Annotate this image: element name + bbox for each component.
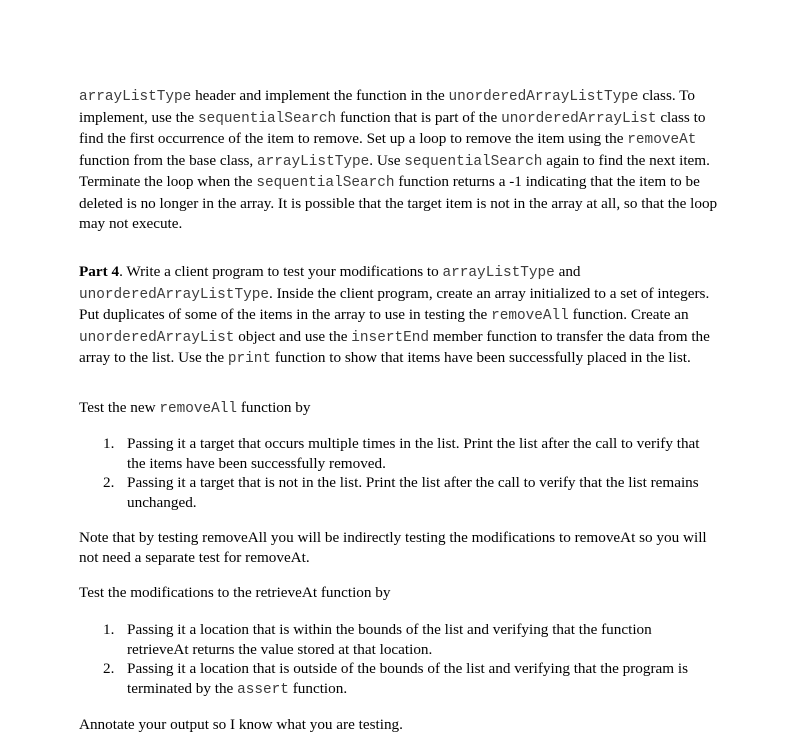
list-item-text: Passing it a location that is within the bounds of the list and verifying that the function retrieveAt returns the value stored at that location. xyxy=(127,621,652,658)
text-run: member function to transfer the data from the array to the list. Use the xyxy=(79,327,710,367)
text-run: class. To implement, use the xyxy=(79,87,695,126)
text-run: function by xyxy=(237,399,311,416)
paragraph-note: Note that by testing removeAll you will be indirectly testing the modifications to removeAt so you will not need a separate test for removeAt. xyxy=(79,529,707,566)
list-item xyxy=(103,434,703,473)
part4-heading: Part 4 xyxy=(79,263,120,280)
text-run: header and implement the function in the xyxy=(191,87,449,104)
text-run: function. Create an xyxy=(568,306,689,324)
text-run: class to find the first occurrence of the item to remove. Set up a loop to remove the item using the xyxy=(79,108,706,148)
list-item xyxy=(103,473,703,512)
text-run: and xyxy=(554,263,581,280)
text-run: function returns a -1 indicating that the item to be deleted is no longer in the array. It is possible that the target item is not in the array at all, so that the loop may not execute. xyxy=(79,173,718,232)
list-number: 2. xyxy=(103,474,115,492)
code-term: arrayListType xyxy=(442,265,555,281)
text-run: . Use xyxy=(369,151,405,169)
text-run: again to find the next item. Terminate the loop when the xyxy=(79,151,710,191)
paragraph-removeall-implementation xyxy=(79,86,719,233)
paragraph-part4 xyxy=(79,262,719,370)
list-number: 2. xyxy=(103,660,115,678)
code-term: assert xyxy=(237,681,289,698)
code-term: removeAll xyxy=(159,401,238,417)
code-term: print xyxy=(227,351,272,368)
removeall-test-list xyxy=(103,434,703,512)
code-term: removeAll xyxy=(491,308,569,325)
code-term: unorderedArrayListType xyxy=(79,286,269,303)
text-run: . Write a client program to test your modifications to xyxy=(119,263,443,280)
text-run: . Inside the client program, create an array initialized to a set of integers. Put duplicates of some of the items in the array to use in testing the xyxy=(79,284,710,324)
list-item-text: function. xyxy=(288,679,348,697)
code-term: unorderedArrayList xyxy=(501,110,657,127)
list-item xyxy=(103,659,703,700)
list-number: 1. xyxy=(103,621,115,638)
code-term: insertEnd xyxy=(351,329,430,346)
list-item-text: Passing it a target that is not in the list. Print the list after the call to verify that the list remains unchanged. xyxy=(127,474,699,511)
code-term: removeAt xyxy=(627,132,697,149)
paragraph-annotate: Annotate your output so I know what you are testing. xyxy=(79,716,403,733)
list-item-text: Passing it a target that occurs multiple times in the list. Print the list after the call to verify that the items have been successfully removed. xyxy=(127,435,700,472)
list-item-text: Passing it a location that is outside of the bounds of the list and verifying that the program is terminated by the xyxy=(127,660,689,697)
text-run: object and use the xyxy=(234,327,352,345)
code-term: arrayListType xyxy=(79,89,192,105)
text-run: Test the new xyxy=(79,399,160,416)
code-term: arrayListType xyxy=(256,153,370,170)
text-run: function from the base class, xyxy=(79,151,257,169)
text-run: function to show that items have been successfully placed in the list. xyxy=(271,349,691,367)
paragraph-test-removeall xyxy=(79,398,719,420)
retrieveat-test-list xyxy=(103,620,703,700)
text-run: function that is part of the xyxy=(336,108,502,126)
paragraph-test-retrieveat: Test the modifications to the retrieveAt function by xyxy=(79,584,391,601)
code-term: unorderedArrayListType xyxy=(448,89,639,105)
list-item xyxy=(103,620,703,659)
code-term: sequentialSearch xyxy=(256,175,395,192)
list-number: 1. xyxy=(103,435,115,452)
code-term: unorderedArrayList xyxy=(79,329,235,346)
code-term: sequentialSearch xyxy=(197,110,337,127)
code-term: sequentialSearch xyxy=(404,153,543,170)
